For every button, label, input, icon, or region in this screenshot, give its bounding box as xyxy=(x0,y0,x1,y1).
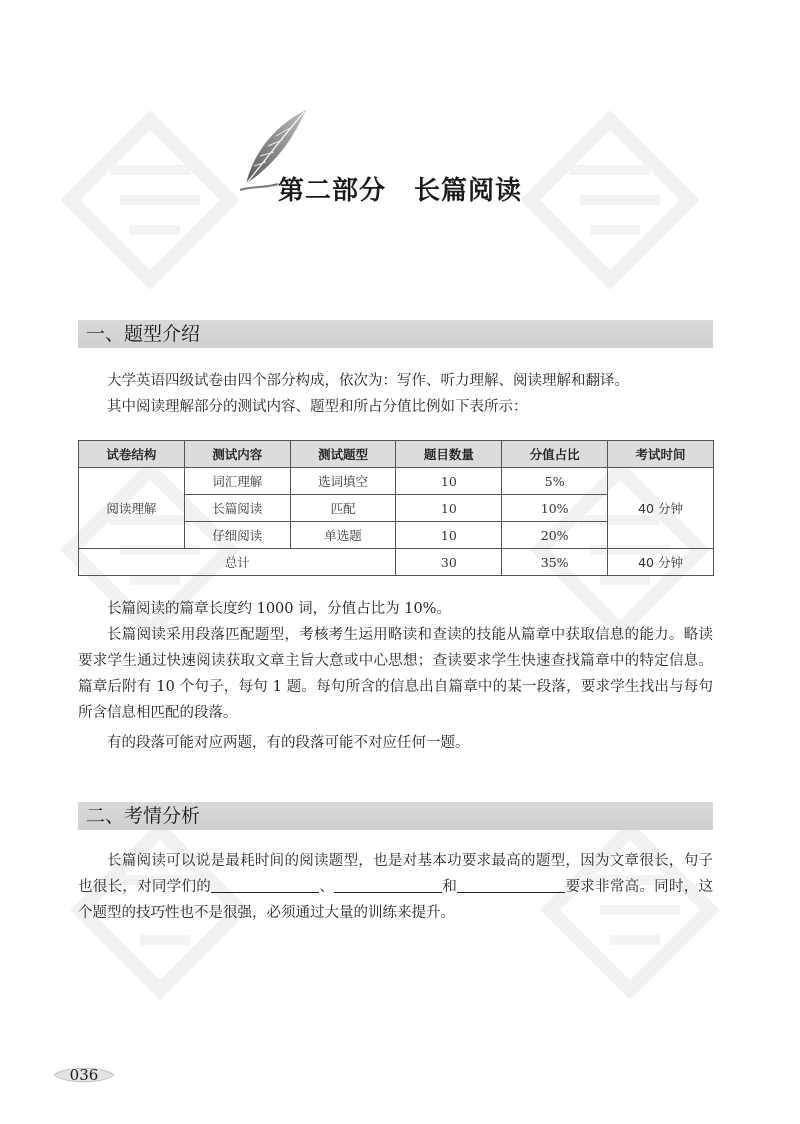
fill-blank-2 xyxy=(334,874,442,893)
content-cell: 长篇阅读 xyxy=(184,495,290,522)
separator: 、 xyxy=(319,879,335,895)
structure-cell: 阅读理解 xyxy=(79,468,185,549)
page-number: 036 xyxy=(69,1066,99,1084)
column-header: 测试题型 xyxy=(290,441,396,468)
total-count-cell: 30 xyxy=(396,549,502,576)
content-cell: 仔细阅读 xyxy=(184,522,290,549)
column-header: 考试时间 xyxy=(608,441,714,468)
body-paragraph-2: 长篇阅读采用段落匹配题型，考核考生运用略读和查读的技能从篇章中获取信息的能力。略读要求学生通过快速阅读获取文章主旨大意或中心思想；查读要求学生快速查找篇章中的特定信息。篇章后附有 10 个句子，每句 1 题。每句所含的信息出自篇章中的某一段落，要求学生找出与每句所含信息相匹配的段落。 xyxy=(78,627,713,721)
column-header: 题目数量 xyxy=(396,441,502,468)
separator: 和 xyxy=(442,879,458,895)
table-total-row xyxy=(79,549,714,576)
ratio-cell: 5% xyxy=(502,468,608,495)
table-row xyxy=(79,468,714,495)
part-name: 长篇阅读 xyxy=(414,176,523,206)
intro-paragraph-2: 其中阅读理解部分的测试内容、题型和所占分值比例如下表所示： xyxy=(107,399,528,415)
body-paragraph-1: 长篇阅读的篇章长度约 1000 词，分值占比为 10%。 xyxy=(107,601,451,617)
section-heading-intro: 一、题型介绍 xyxy=(78,320,713,348)
exam-structure-table xyxy=(78,440,714,576)
type-cell: 选词填空 xyxy=(290,468,396,495)
type-cell: 单选题 xyxy=(290,522,396,549)
ratio-cell: 10% xyxy=(502,495,608,522)
page-title xyxy=(0,170,800,207)
column-header: 分值占比 xyxy=(502,441,608,468)
total-ratio-cell: 35% xyxy=(502,549,608,576)
fill-blank-1 xyxy=(211,874,319,893)
fill-blank-3 xyxy=(457,874,565,893)
table-header-row xyxy=(79,441,714,468)
content-cell: 词汇理解 xyxy=(184,468,290,495)
total-time-cell: 40 分钟 xyxy=(608,549,714,576)
page-number-badge xyxy=(52,1064,116,1086)
intro-paragraph-1: 大学英语四级试卷由四个部分构成，依次为：写作、听力理解、阅读理解和翻译。 xyxy=(107,373,629,389)
body-paragraph-3: 有的段落可能对应两题，有的段落可能不对应任何一题。 xyxy=(107,735,470,751)
type-cell: 匹配 xyxy=(290,495,396,522)
analysis-text-start: 长篇阅读可以说是最耗时间的阅读题型，也是对基本功要求最高的题型，因为文章很长，句子也很长，对同学们的 xyxy=(78,853,713,895)
column-header: 试卷结构 xyxy=(79,441,185,468)
count-cell: 10 xyxy=(396,522,502,549)
time-cell: 40 分钟 xyxy=(608,468,714,549)
total-label-cell: 总计 xyxy=(79,549,396,576)
count-cell: 10 xyxy=(396,495,502,522)
ratio-cell: 20% xyxy=(502,522,608,549)
part-label: 第二部分 xyxy=(277,176,386,206)
analysis-text-end: 要求非常高。同时，这个题型的技巧性也不是很强，必须通过大量的训练来提升。 xyxy=(78,879,714,921)
section-heading-analysis: 二、考情分析 xyxy=(78,802,713,830)
count-cell: 10 xyxy=(396,468,502,495)
analysis-paragraph xyxy=(78,848,713,926)
column-header: 测试内容 xyxy=(184,441,290,468)
